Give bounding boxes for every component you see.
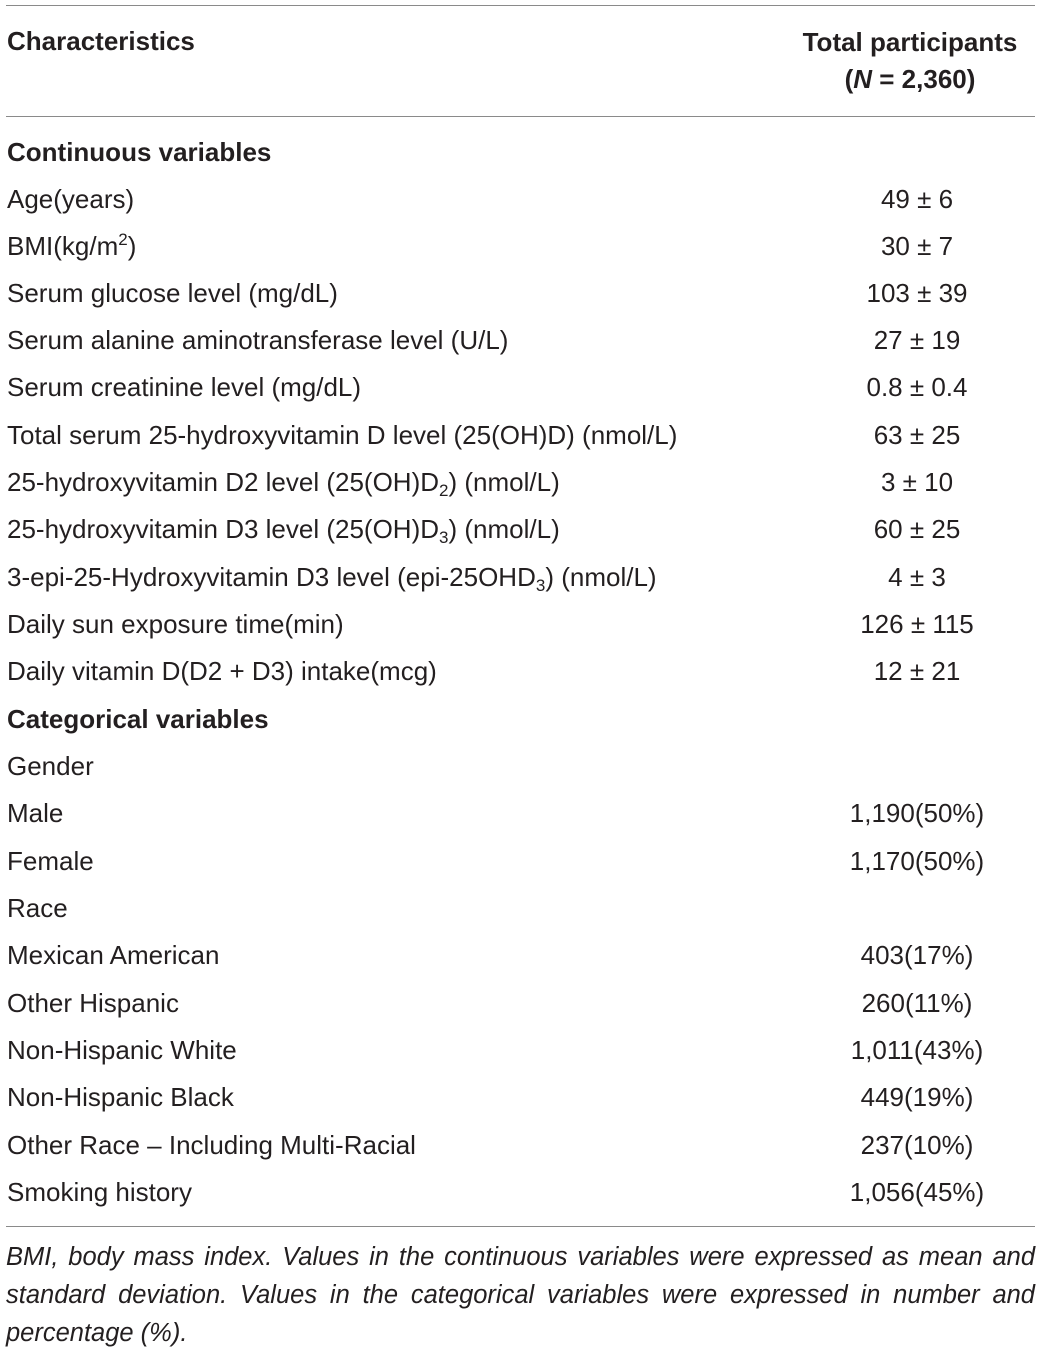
row-label: Female bbox=[7, 846, 94, 876]
header-total-participants bbox=[760, 24, 1041, 98]
table-row bbox=[7, 1027, 1037, 1074]
row-label: 25-hydroxyvitamin D2 level $(25(OH)D_2)$ (nmol/L) bbox=[7, 467, 560, 500]
row-value: 4 ± 3 bbox=[888, 562, 946, 592]
row-label: 25-hydroxyvitamin D3 level $(25(OH)D_3)$ (nmol/L) bbox=[7, 514, 560, 547]
row-value: 126 ± 115 bbox=[860, 609, 974, 639]
header-total-participants-label: Total participants bbox=[802, 27, 1018, 57]
row-label: Daily sun exposure time(min) bbox=[7, 609, 344, 639]
table-row bbox=[7, 364, 1037, 411]
row-value: 30 ± 7 bbox=[880, 231, 954, 261]
row-label: Age(years) bbox=[7, 184, 135, 214]
row-value: 1,056(45%) bbox=[849, 1177, 985, 1207]
table-row bbox=[7, 838, 1037, 885]
header-sample-size: (N = 2,360) bbox=[844, 64, 976, 94]
table-row bbox=[7, 790, 1037, 837]
row-label: Mexican American bbox=[7, 940, 220, 970]
section-title: Categorical variables bbox=[7, 704, 269, 734]
row-label: Non-Hispanic White bbox=[7, 1035, 237, 1065]
row-label: Daily vitamin D(D2 + D3) intake(mcg) bbox=[7, 656, 437, 686]
row-label: Other Race – Including Multi-Racial bbox=[7, 1130, 416, 1160]
top-rule bbox=[6, 5, 1035, 6]
table-footnote: BMI, body mass index. Values in the continuous variables were expressed as mean and standard deviation. Values in the categorical variables were expressed in number and percentage (%). bbox=[6, 1243, 1035, 1347]
header-characteristics: Characteristics bbox=[7, 26, 195, 56]
row-label: Other Hispanic bbox=[7, 988, 179, 1018]
table-row bbox=[7, 1122, 1037, 1169]
table-row bbox=[7, 317, 1037, 364]
row-value: 63 ± 25 bbox=[873, 420, 961, 450]
row-value: 237(10%) bbox=[860, 1130, 974, 1160]
row-value: 403(17%) bbox=[860, 940, 974, 970]
row-value: 1,011(43%) bbox=[850, 1035, 984, 1065]
table-row bbox=[7, 176, 1037, 223]
row-label: Non-Hispanic Black bbox=[7, 1082, 234, 1112]
row-label: Serum glucose level (mg/dL) bbox=[7, 278, 338, 308]
row-value: 3 ± 10 bbox=[880, 467, 954, 497]
bottom-rule bbox=[6, 1226, 1035, 1227]
section-title: Continuous variables bbox=[7, 137, 272, 167]
table-row bbox=[7, 270, 1037, 317]
row-value: 449(19%) bbox=[860, 1082, 974, 1112]
table-row bbox=[7, 885, 1037, 932]
row-value: 49 ± 6 bbox=[880, 184, 954, 214]
section-categorical bbox=[7, 696, 1037, 743]
row-label: $BMI(kg/m^2)$ bbox=[7, 230, 137, 261]
row-value: 1,170(50%) bbox=[849, 846, 985, 876]
header-rule bbox=[6, 116, 1035, 117]
table-row bbox=[7, 506, 1037, 553]
table-row bbox=[7, 1169, 1037, 1216]
section-continuous bbox=[7, 129, 1037, 176]
table-row bbox=[7, 223, 1037, 270]
row-label: Male bbox=[7, 798, 64, 828]
table-row bbox=[7, 932, 1037, 979]
table-row bbox=[7, 648, 1037, 695]
table-row bbox=[7, 554, 1037, 601]
row-value: 27 ± 19 bbox=[873, 325, 961, 355]
row-label: Smoking history bbox=[7, 1177, 192, 1207]
row-label: Gender bbox=[7, 751, 94, 781]
table-row bbox=[7, 1074, 1037, 1121]
row-label: Serum creatinine level (mg/dL) bbox=[7, 372, 362, 402]
table-row bbox=[7, 980, 1037, 1027]
row-value: 60 ± 25 bbox=[873, 514, 961, 544]
row-value: 0.8 ± 0.4 bbox=[866, 372, 968, 402]
row-value: 12 ± 21 bbox=[873, 656, 961, 686]
table-row bbox=[7, 412, 1037, 459]
table-row bbox=[7, 459, 1037, 506]
row-label: Total serum 25-hydroxyvitamin D level (25(OH)D) (nmol/L) bbox=[7, 420, 678, 450]
row-label: Serum alanine aminotransferase level (U/L) bbox=[7, 325, 509, 355]
table-row bbox=[7, 601, 1037, 648]
row-value: 103 ± 39 bbox=[866, 278, 968, 308]
row-value: 1,190(50%) bbox=[849, 798, 985, 828]
table-row bbox=[7, 743, 1037, 790]
row-label: 3-epi-25-Hydroxyvitamin D3 level $(epi-25OHD_3)$ (nmol/L) bbox=[7, 562, 657, 595]
row-value: 260(11%) bbox=[861, 988, 973, 1018]
row-label: Race bbox=[7, 893, 68, 923]
